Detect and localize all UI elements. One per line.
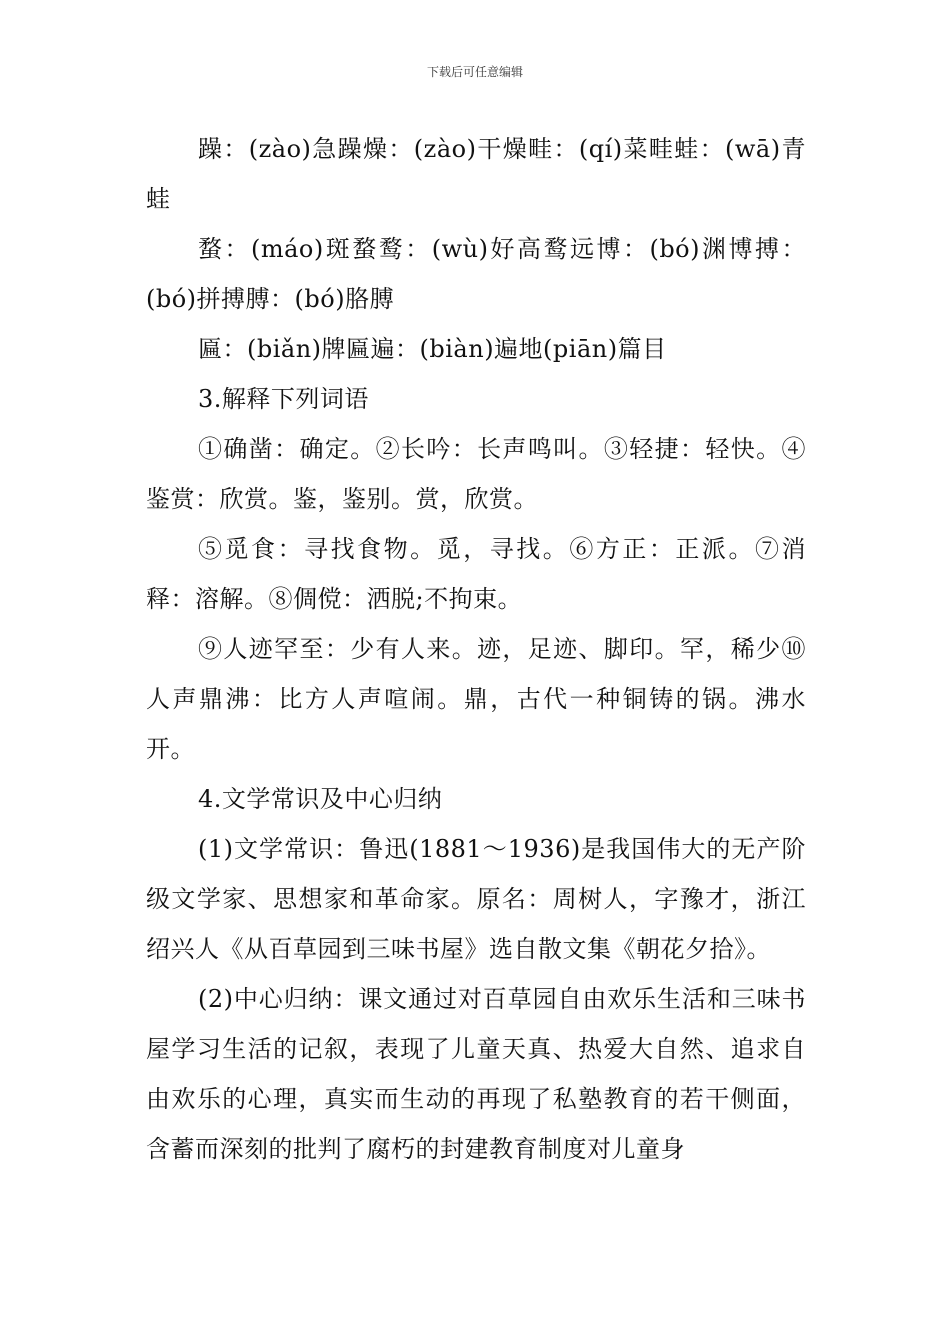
definition-paragraph-2: ⑤觅食：寻找食物。觅，寻找。⑥方正：正派。⑦消释：溶解。⑧倜傥：洒脱;不拘束。: [146, 535, 806, 613]
section-heading-3: 3.解释下列词语: [198, 385, 369, 413]
definition-paragraph-3: ⑨人迹罕至：少有人来。迹，足迹、脚印。罕，稀少⑩人声鼎沸：比方人声喧闹。鼎，古代一种铜铸的锅。沸水开。: [146, 635, 806, 763]
vocab-paragraph-3: 匾：(biǎn)牌匾遍：(biàn)遍地(piān)篇目: [198, 335, 667, 363]
vocab-paragraph-2: 蝥：(máo)斑蝥鹜：(wù)好高鹜远博：(bó)渊博搏：(bó)拼搏膊：(bó)胳膊: [146, 235, 806, 313]
page-header: 下载后可任意编辑: [426, 65, 523, 79]
document-body: [146, 124, 806, 1174]
section-heading-4: 4.文学常识及中心归纳: [198, 785, 443, 813]
central-idea-paragraph: (2)中心归纳：课文通过对百草园自由欢乐生活和三味书屋学习生活的记叙，表现了儿童天真、热爱大自然、追求自由欢乐的心理，真实而生动的再现了私塾教育的若干侧面，含蓄而深刻的批判了腐朽的封建教育制度对儿童身: [146, 985, 806, 1163]
vocab-paragraph-1: 躁：(zào)急躁燥：(zào)干燥畦：(qí)菜畦蛙：(wā)青蛙: [146, 135, 806, 213]
definition-paragraph-1: ①确凿：确定。②长吟：长声鸣叫。③轻捷：轻快。④鉴赏：欣赏。鉴，鉴别。赏，欣赏。: [146, 435, 806, 513]
literature-knowledge-paragraph: (1)文学常识：鲁迅(1881～1936)是我国伟大的无产阶级文学家、思想家和革命家。原名：周树人，字豫才，浙江绍兴人《从百草园到三味书屋》选自散文集《朝花夕拾》。: [146, 835, 806, 963]
